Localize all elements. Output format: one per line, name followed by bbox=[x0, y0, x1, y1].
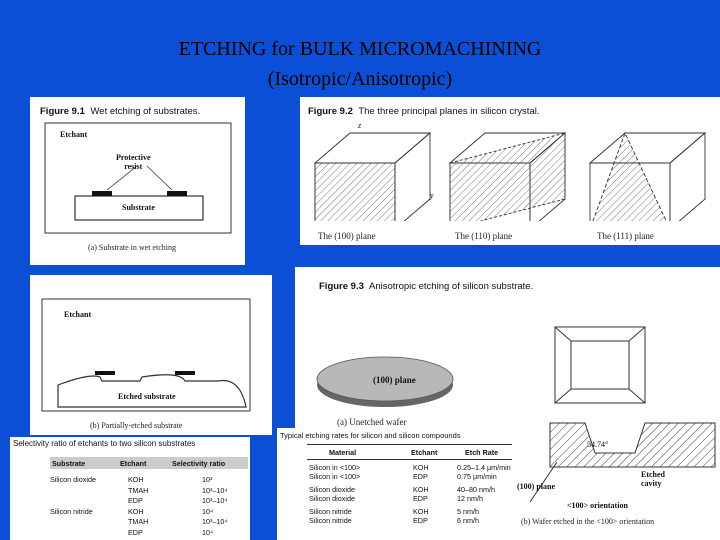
etch-rate-cell: 40–80 nm/h bbox=[457, 485, 495, 494]
etch-rate-cell: EDP bbox=[413, 494, 428, 503]
selectivity-header-substrate: Substrate bbox=[52, 459, 86, 468]
selectivity-cell: TMAH bbox=[128, 517, 149, 526]
figure-9-1-title: Wet etching of substrates. bbox=[90, 106, 201, 117]
figure-9-3-title: Anisotropic etching of silicon substrate. bbox=[369, 281, 534, 292]
resist-left bbox=[92, 191, 112, 196]
cavity-cross-section bbox=[550, 423, 715, 467]
etch-rate-header-rule bbox=[307, 444, 512, 445]
etchant-label-b: Etchant bbox=[64, 310, 92, 319]
selectivity-cell: KOH bbox=[128, 475, 144, 484]
orientation-label: <100> orientation bbox=[567, 501, 628, 510]
figure-9-3-header bbox=[319, 281, 533, 292]
etched-substrate-label: Etched substrate bbox=[118, 392, 176, 401]
axis-z-label: z bbox=[358, 121, 362, 130]
figure-9-2-title: The three principal planes in silicon crystal. bbox=[358, 106, 540, 117]
etch-rate-cell: 5 nm/h bbox=[457, 507, 479, 516]
selectivity-table-title: Selectivity ratio of etchants to two silicon substrates bbox=[13, 439, 196, 448]
figure-9-1-number: Figure 9.1 bbox=[40, 106, 85, 117]
figure-9-1-header bbox=[40, 106, 200, 117]
plane-111-face bbox=[590, 133, 670, 221]
wet-etching-diagram-a bbox=[42, 121, 237, 241]
etch-rate-header-material: Material bbox=[329, 448, 357, 457]
cube-111 bbox=[590, 133, 705, 221]
etch-rate-cell: KOH bbox=[413, 507, 429, 516]
selectivity-cell: Silicon nitride bbox=[50, 506, 93, 516]
selectivity-cell: 10³ bbox=[202, 475, 213, 484]
etch-rate-cell: Silicon dioxide bbox=[309, 494, 355, 503]
figure-9-1a-caption: (a) Substrate in wet etching bbox=[88, 243, 176, 252]
figure-9-1b-panel bbox=[30, 275, 272, 435]
wafer-plane-label: (100) plane bbox=[373, 375, 416, 385]
selectivity-cell: 10⁴ bbox=[202, 506, 214, 516]
figure-9-3b-caption: (b) Wafer etched in the <100> orientation bbox=[521, 517, 655, 526]
selectivity-cell: EDP bbox=[128, 496, 143, 505]
substrate-label: Substrate bbox=[122, 203, 155, 212]
etch-rate-header-rule-2 bbox=[307, 459, 512, 460]
figure-9-3a-caption: (a) Unetched wafer bbox=[337, 417, 407, 427]
etch-rate-cell: Silicon in <100> bbox=[309, 463, 361, 472]
figure-9-3-number: Figure 9.3 bbox=[319, 281, 364, 292]
figure-9-1a-panel bbox=[30, 97, 245, 265]
selectivity-table-panel bbox=[10, 437, 250, 540]
angle-label: 54.74° bbox=[587, 440, 609, 449]
etch-rate-header-rate: Etch Rate bbox=[465, 448, 499, 457]
selectivity-table bbox=[10, 437, 250, 540]
etched-cavity-label: Etched cavity bbox=[641, 470, 665, 488]
plane-100-caption: The (100) plane bbox=[318, 231, 376, 241]
selectivity-cell: KOH bbox=[128, 506, 144, 516]
etch-rate-table-panel bbox=[277, 428, 517, 540]
resist-label: Protective resist bbox=[116, 153, 151, 171]
etched-substrate-shape bbox=[58, 375, 246, 407]
figure-9-2-number: Figure 9.2 bbox=[308, 106, 353, 117]
cube-110 bbox=[450, 133, 565, 221]
etchant-label: Etchant bbox=[60, 130, 88, 139]
slide-title bbox=[0, 34, 720, 94]
selectivity-cell: 10⁴ bbox=[202, 527, 214, 537]
selectivity-cell: 10³–10⁴ bbox=[202, 496, 228, 505]
etch-rate-cell: KOH bbox=[413, 485, 429, 494]
title-line-2: (Isotropic/Anisotropic) bbox=[267, 68, 453, 90]
etch-rate-table-title: Typical etching rates for silicon and silicon compounds bbox=[280, 431, 461, 440]
etch-rate-cell: EDP bbox=[413, 472, 428, 481]
figure-9-1b-caption: (b) Partially-etched substrate bbox=[90, 421, 183, 430]
title-line-1: ETCHING for BULK MICROMACHINING bbox=[178, 38, 542, 60]
selectivity-cell: EDP bbox=[128, 527, 143, 537]
etched-pit-top-view bbox=[555, 327, 645, 403]
etch-rate-table bbox=[277, 428, 517, 540]
resist-right-b bbox=[175, 371, 195, 375]
etch-rate-cell: 0.75 μm/min bbox=[457, 472, 497, 481]
resist-right bbox=[167, 191, 187, 196]
figure-9-2-header bbox=[308, 106, 539, 117]
plane-110-face bbox=[450, 133, 565, 221]
etch-rate-cell: 0.25–1.4 μm/min bbox=[457, 463, 511, 472]
selectivity-header-etchant: Etchant bbox=[120, 459, 147, 468]
axis-y-label: y bbox=[430, 191, 434, 200]
etch-rate-cell: EDP bbox=[413, 516, 428, 525]
etch-rate-cell: 6 nm/h bbox=[457, 516, 479, 525]
wafer-plane-label-b: (100) plane bbox=[517, 482, 555, 491]
etch-rate-cell: Silicon dioxide bbox=[309, 485, 355, 494]
plane-111-caption: The (111) plane bbox=[597, 231, 654, 241]
etch-rate-cell: 12 nm/h bbox=[457, 494, 483, 503]
figure-9-2-panel bbox=[300, 97, 720, 245]
plane-110-caption: The (110) plane bbox=[455, 231, 513, 241]
resist-leader-right bbox=[147, 166, 172, 190]
crystal-planes-diagram bbox=[300, 121, 720, 221]
selectivity-cell: 10³–10⁴ bbox=[202, 517, 228, 526]
selectivity-cell: 10³–10⁴ bbox=[202, 485, 228, 495]
selectivity-cell: Silicon dioxide bbox=[50, 475, 96, 484]
etch-rate-cell: Silicon nitride bbox=[309, 516, 352, 525]
etch-rate-cell: Silicon nitride bbox=[309, 507, 352, 516]
resist-left-b bbox=[95, 371, 115, 375]
cube-100 bbox=[315, 133, 430, 221]
etch-rate-header-etchant: Etchant bbox=[411, 448, 438, 457]
selectivity-cell: TMAH bbox=[128, 485, 149, 495]
etch-rate-cell: KOH bbox=[413, 463, 429, 472]
plane-100-face bbox=[315, 163, 395, 221]
selectivity-header-ratio: Selectivity ratio bbox=[172, 459, 226, 468]
etch-rate-cell: Silicon in <100> bbox=[309, 472, 361, 481]
